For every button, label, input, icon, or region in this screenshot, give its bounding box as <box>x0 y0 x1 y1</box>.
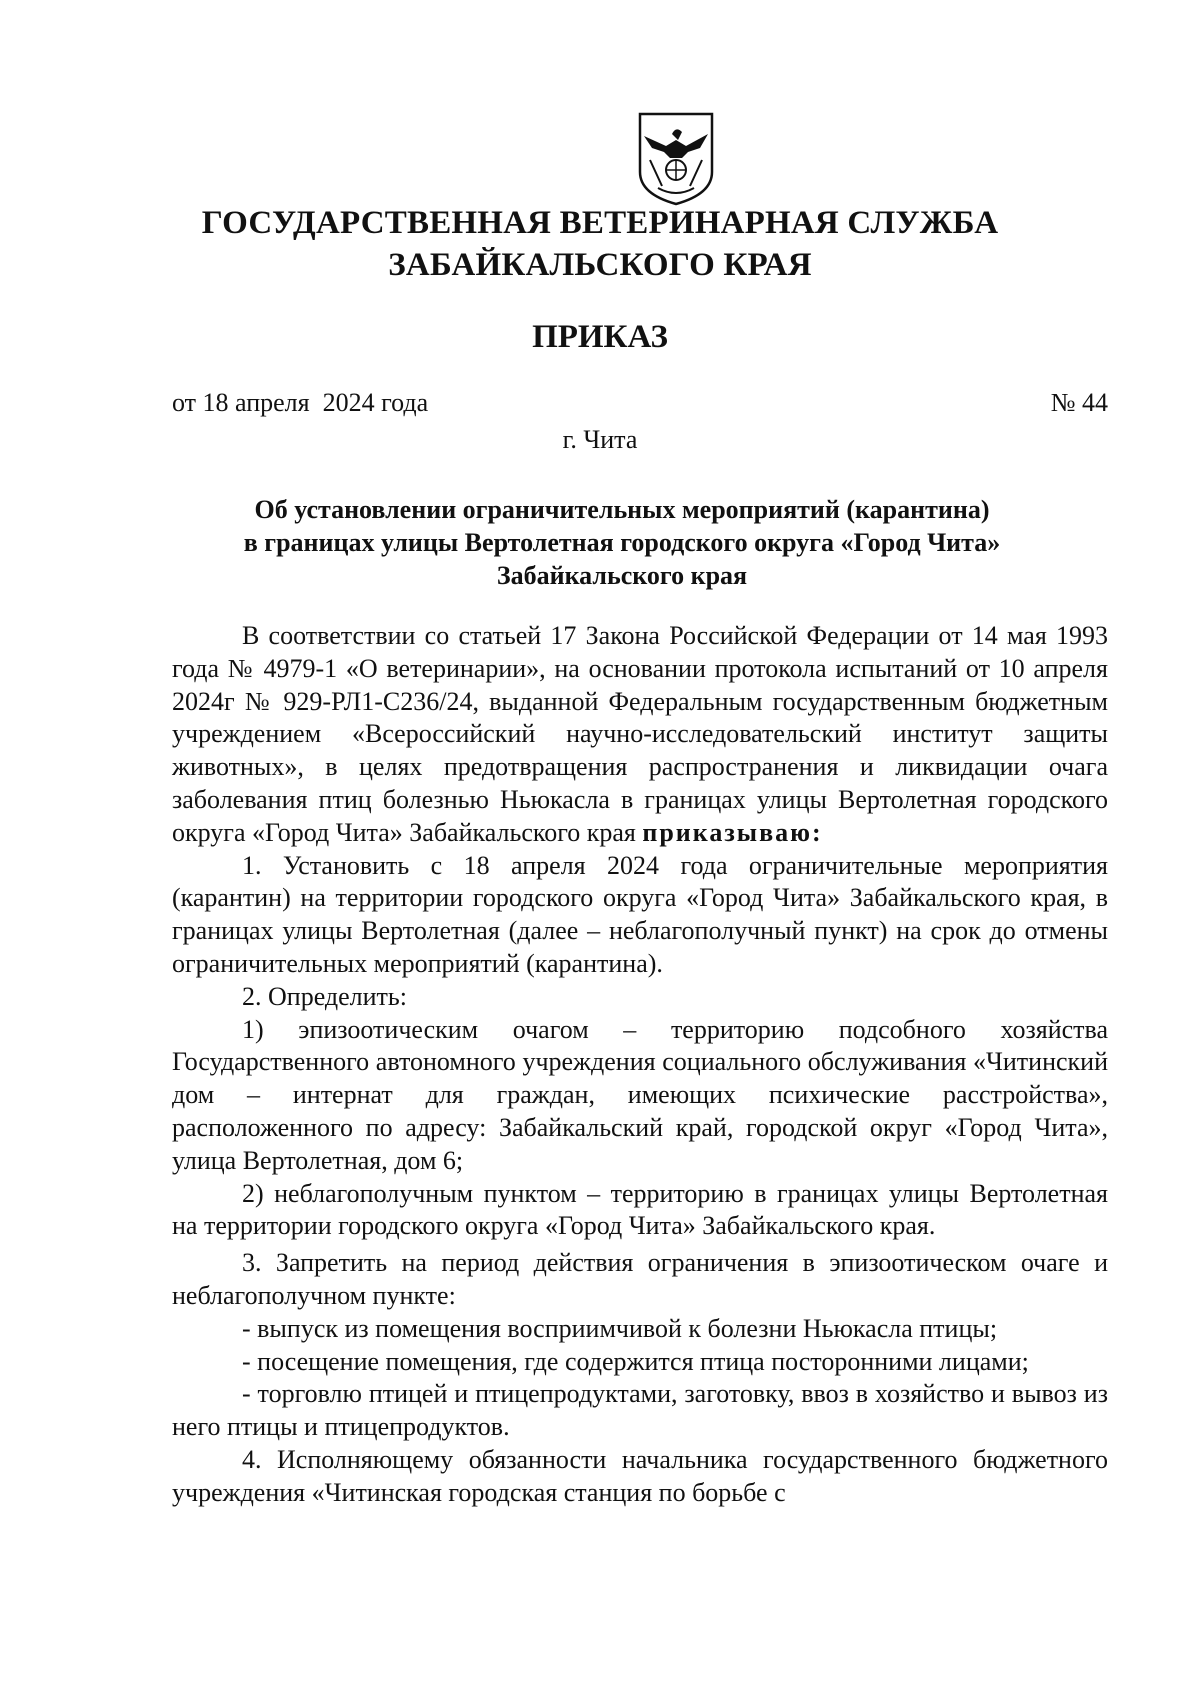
preamble-paragraph <box>172 620 1108 850</box>
subject-line1: Об установлении ограничительных мероприятий (карантина) <box>254 495 990 524</box>
document-body <box>172 620 1108 1510</box>
item-3-a-paragraph: - выпуск из помещения восприимчивой к болезни Ньюкасла птицы; <box>242 1313 998 1343</box>
document-type: ПРИКАЗ <box>532 319 668 355</box>
item-4-paragraph: 4. Исполняющему обязанности начальника государственного бюджетного учреждения «Читинская городская станция по борьбе с <box>172 1444 1108 1507</box>
document-date: от 18 апреля 2024 года <box>172 388 429 417</box>
organization-name <box>150 202 1050 286</box>
order-word: приказываю: <box>642 817 823 847</box>
item-2-2-paragraph: 2) неблагополучным пунктом – территорию в границах улицы Вертолетная на территории городского округа «Город Чита» Забайкальского края. <box>172 1178 1108 1241</box>
document-city: г. Чита <box>562 425 638 454</box>
organization-name-line2: ЗАБАЙКАЛЬСКОГО КРАЯ <box>388 247 812 283</box>
item-2-1-paragraph: 1) эпизоотическим очагом – территорию подсобного хозяйства Государственного автономного учреждения социального обслуживания «Читинский дом – интернат для граждан, имеющих психические расстройства», расположенного по адресу: Забайкальский край, городской округ «Город Чита», улица Вертолетная, дом 6; <box>172 1014 1108 1175</box>
coat-of-arms-icon <box>636 112 716 206</box>
subject-line3: Забайкальского края <box>496 561 748 590</box>
item-3-paragraph: 3. Запретить на период действия ограничения в эпизоотическом очаге и неблагополучном пункте: <box>172 1248 1108 1310</box>
item-2-paragraph: 2. Определить: <box>242 981 407 1011</box>
item-1-paragraph: 1. Установить с 18 апреля 2024 года ограничительные мероприятия (карантин) на территории городского округа «Город Чита» Забайкальского края, в границах улицы Вертолетная (далее – неблагополучный пункт) на срок до отмены ограничительных мероприятий (карантина). <box>172 850 1108 978</box>
document-number: № 44 <box>1050 388 1108 417</box>
preamble-text: В соответствии со статьей 17 Закона Российской Федерации от 14 мая 1993 года № 4979-1 «О ветеринарии», на основании протокола испытаний от 10 апреля 2024г № 929-РЛ1-С236/24, выданной Федеральным государственным бюджетным учреждением «Всероссийский научно-исследовательский институт защиты животных», в целях предотвращения распространения и ликвидации очага заболевания птиц болезнью Ньюкасла в границах улицы Вертолетная городского округа «Город Чита» Забайкальского края <box>172 621 1108 847</box>
item-3-b-paragraph: - посещение помещения, где содержится птица посторонними лицами; <box>242 1346 1029 1376</box>
document-subject <box>172 493 1072 592</box>
subject-line2: в границах улицы Вертолетная городского округа «Город Чита» <box>243 528 1001 557</box>
item-3-c-paragraph: - торговлю птицей и птицепродуктами, заготовку, ввоз в хозяйство и вывоз из него птицы и птицепродуктов. <box>172 1379 1108 1442</box>
organization-name-line1: ГОСУДАРСТВЕННАЯ ВЕТЕРИНАРНАЯ СЛУЖБА <box>201 205 999 241</box>
